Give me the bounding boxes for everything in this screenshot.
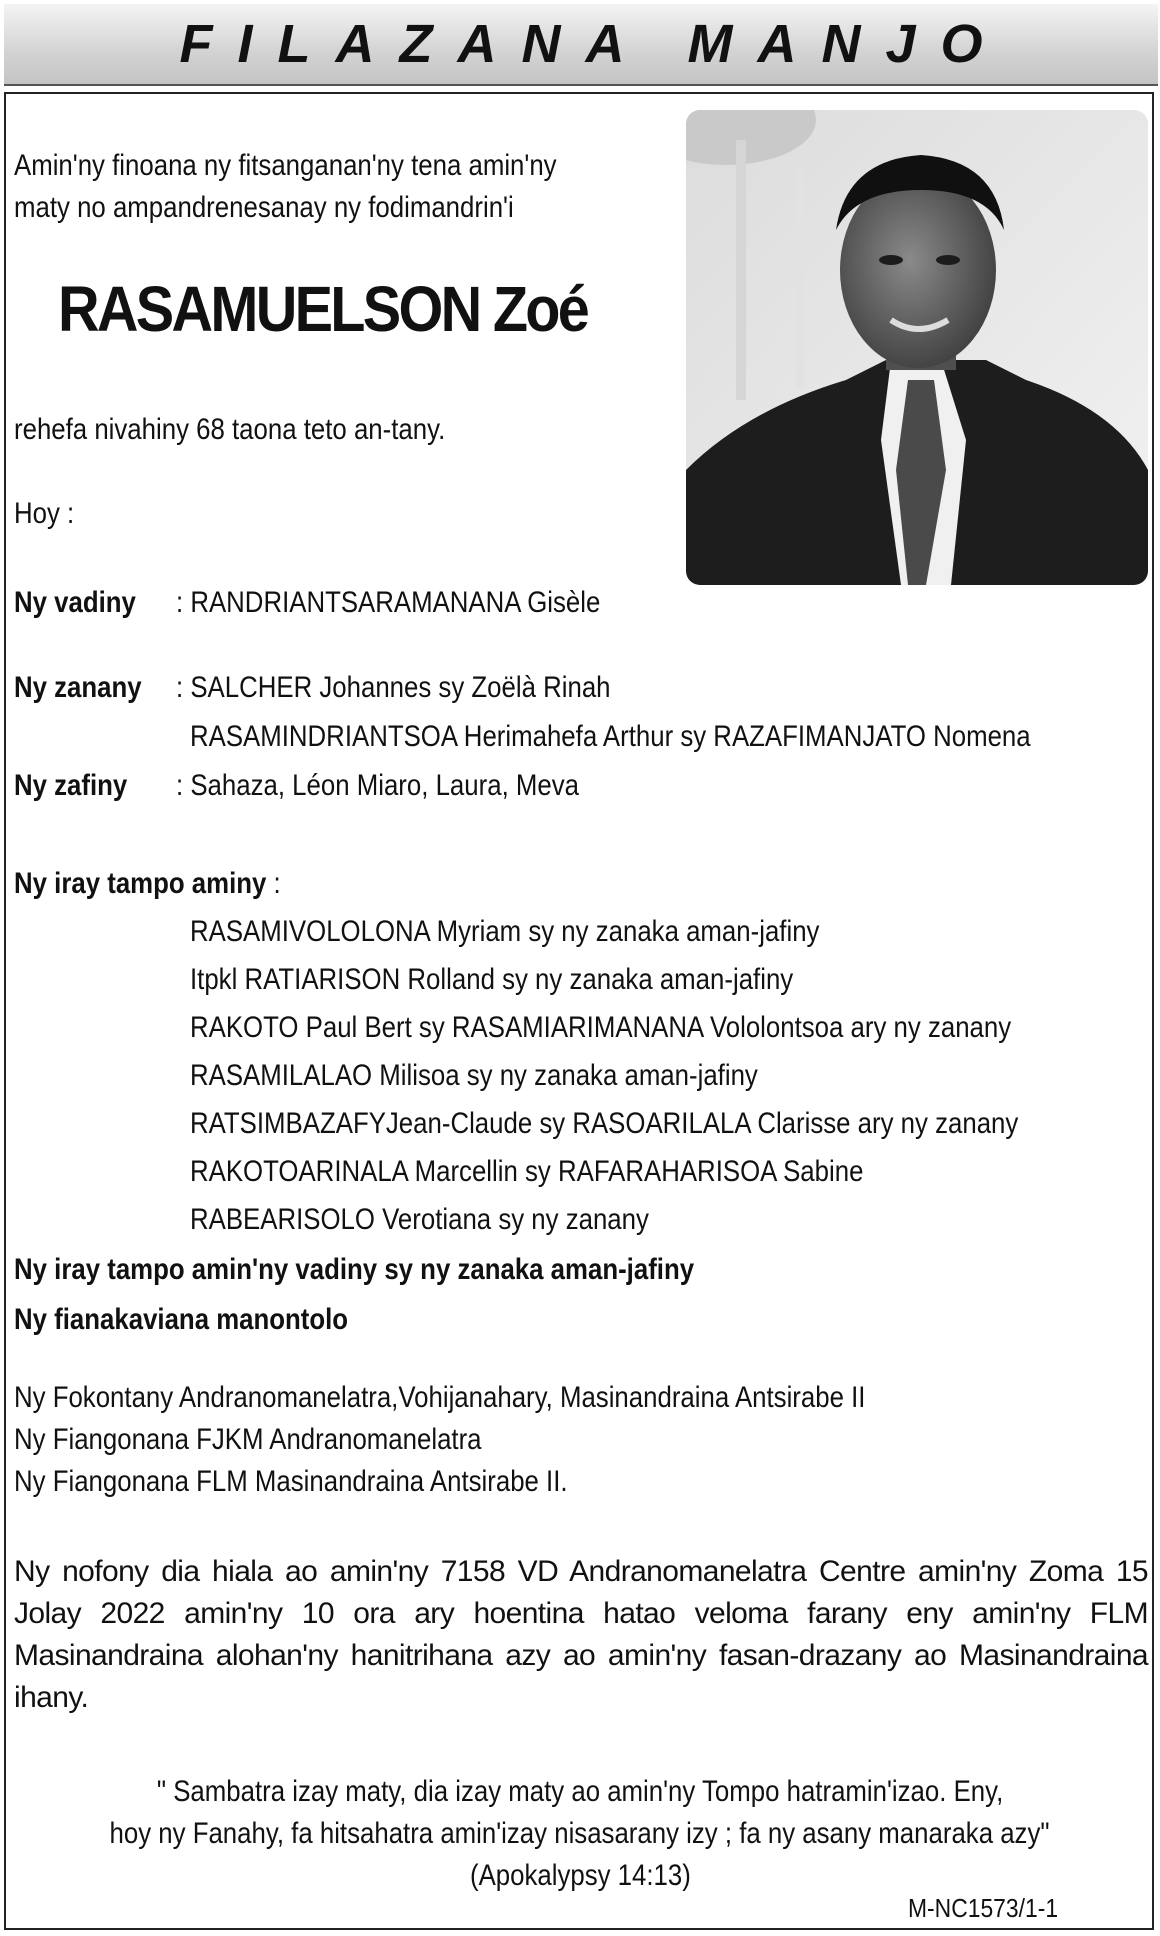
deceased-name: RASAMUELSON Zoé: [58, 273, 588, 345]
quote-reference: (Apokalypsy 14:13): [469, 1859, 691, 1892]
fianakaviana: Ny fianakaviana manontolo: [14, 1303, 349, 1336]
zanany-value-2: RASAMINDRIANTSOA Herimahefa Arthur sy RAZAFIMANJATO Nomena: [190, 720, 1031, 753]
zanany-value-1: : SALCHER Johannes sy Zoëlà Rinah: [176, 671, 611, 704]
family-vadiny: [14, 585, 136, 621]
zafiny-label: Ny zafiny: [14, 769, 128, 802]
institution-item: Ny Fiangonana FJKM Andranomanelatra: [14, 1423, 482, 1456]
vadiny-label: Ny vadiny: [14, 586, 136, 619]
announcement-header: [4, 4, 1158, 86]
institution-item: Ny Fiangonana FLM Masinandraina Antsirabe II.: [14, 1465, 568, 1498]
quote-text-1: " Sambatra izay maty, dia izay maty ao amin'ny Tompo hatramin'izao. Eny,: [156, 1775, 1004, 1808]
age-line: rehefa nivahiny 68 taona teto an-tany.: [14, 413, 446, 446]
funeral-paragraph: [14, 1554, 1148, 1722]
vadiny-value: : RANDRIANTSARAMANANA Gisèle: [176, 586, 601, 619]
funeral-line: Jolay 2022 amin'ny 10 ora ary hoentina hatao veloma farany eny amin'ny FLM: [14, 1597, 1148, 1630]
tampo-colon: :: [266, 867, 281, 900]
tampo-vadiny: Ny iray tampo amin'ny vadiny sy ny zanaka aman-jafiny: [14, 1253, 695, 1286]
zanany-label: Ny zanany: [14, 671, 142, 704]
announcement-reference: M-NC1573/1-1: [908, 1893, 1059, 1923]
quote-line-1: [0, 1774, 1160, 1810]
funeral-line: ihany.: [14, 1681, 89, 1714]
tampo-item: RASAMILALAO Milisoa sy ny zanaka aman-jafiny: [190, 1059, 758, 1092]
funeral-line: Ny nofony dia hiala ao amin'ny 7158 VD Andranomanelatra Centre amin'ny Zoma 15: [14, 1555, 1148, 1588]
portrait-image: [686, 110, 1148, 585]
intro-line-1: Amin'ny finoana ny fitsanganan'ny tena amin'ny: [14, 149, 557, 182]
tampo-item: RAKOTOARINALA Marcellin sy RAFARAHARISOA Sabine: [190, 1155, 864, 1188]
tampo-item: RASAMIVOLOLONA Myriam sy ny zanaka aman-jafiny: [190, 915, 820, 948]
deceased-photo: [686, 110, 1148, 585]
zafiny-value: : Sahaza, Léon Miaro, Laura, Meva: [176, 769, 580, 802]
quote-line-3: [0, 1858, 1160, 1894]
quote-line-2: [0, 1816, 1160, 1852]
funeral-line: Masinandraina alohan'ny hanitrihana azy ao amin'ny fasan-drazany ao Masinandraina: [14, 1639, 1148, 1672]
tampo-item: Itpkl RATIARISON Rolland sy ny zanaka aman-jafiny: [190, 963, 794, 996]
intro-line-2: maty no ampandrenesanay ny fodimandrin'i: [14, 191, 514, 224]
institution-item: Ny Fokontany Andranomanelatra,Vohijanahary, Masinandraina Antsirabe II: [14, 1381, 866, 1414]
hoy-label: Hoy :: [14, 497, 75, 530]
tampo-heading: [14, 866, 281, 902]
tampo-label: Ny iray tampo aminy: [14, 867, 267, 900]
tampo-item: RAKOTO Paul Bert sy RASAMIARIMANANA Vololontsoa ary ny zanany: [190, 1011, 1012, 1044]
tampo-item: RABEARISOLO Verotiana sy ny zanany: [190, 1203, 649, 1236]
tampo-item: RATSIMBAZAFYJean-Claude sy RASOARILALA Clarisse ary ny zanany: [190, 1107, 1019, 1140]
header-title: FILAZANA MANJO: [179, 14, 1008, 74]
quote-text-2: hoy ny Fanahy, fa hitsahatra amin'izay nisasarany izy ; fa ny asany manaraka azy": [109, 1817, 1051, 1850]
